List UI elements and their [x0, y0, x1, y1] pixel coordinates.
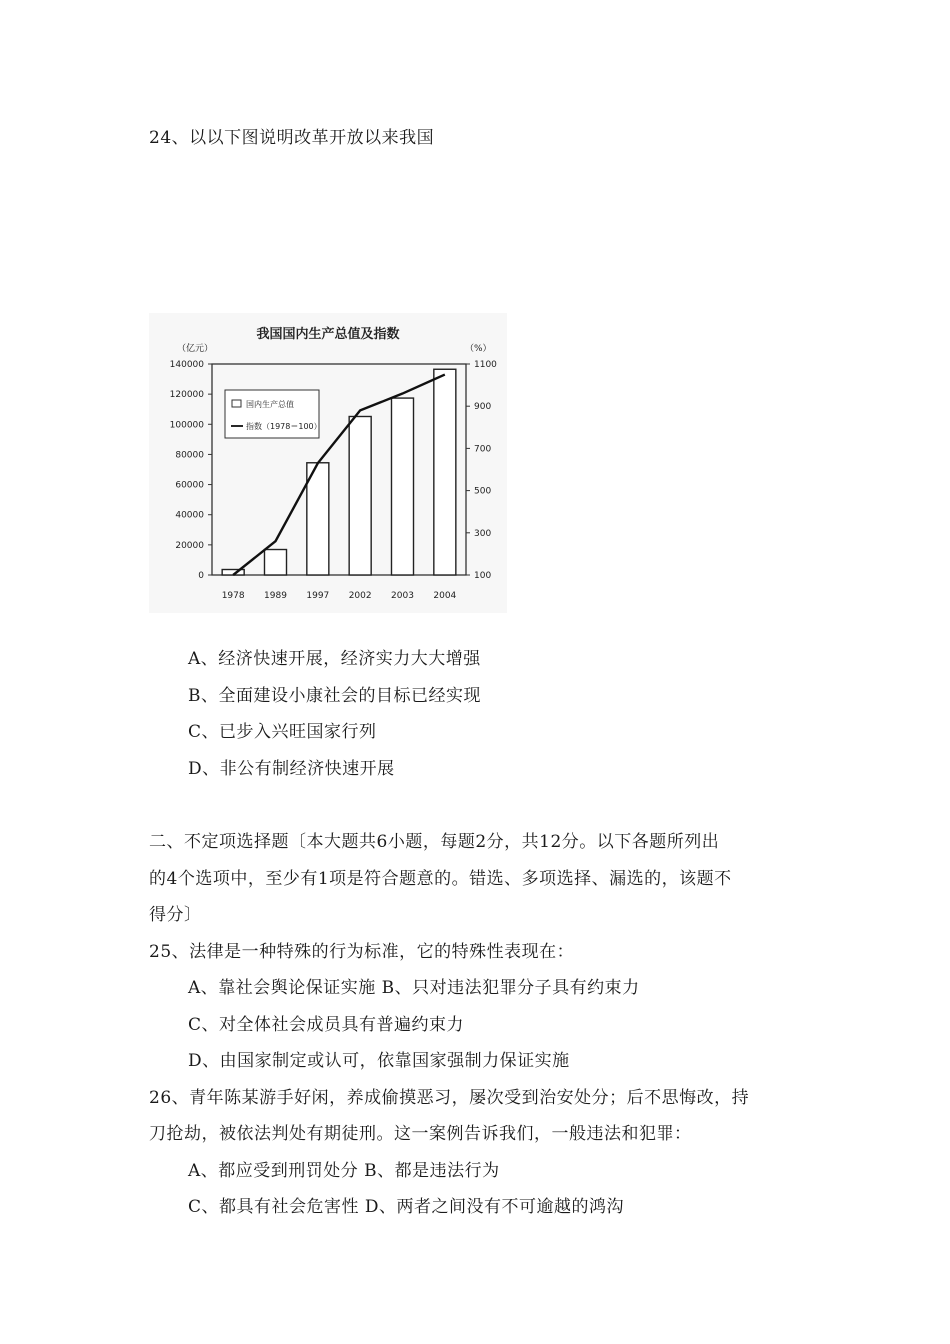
- right-tick-label: 700: [474, 444, 492, 455]
- q26-options-ab: A、都应受到刑罚处分 B、都是违法行为: [188, 1161, 500, 1181]
- gdp-bar-2002: [349, 416, 371, 575]
- gdp-chart-svg: [149, 313, 507, 613]
- section2-heading-line2: 的4个选项中，至少有1项是符合题意的。错选、多项选择、漏选的，该题不: [149, 869, 732, 889]
- q25-options-ab: A、靠社会舆论保证实施 B、只对违法犯罪分子具有约束力: [188, 978, 640, 998]
- legend-line-label: 指数（1978＝100）: [246, 422, 322, 431]
- q25-option-c: C、对全体社会成员具有普遍约束力: [188, 1015, 465, 1035]
- right-tick-label: 900: [474, 402, 492, 413]
- chart-legend: [225, 390, 322, 438]
- left-tick-label: 40000: [175, 510, 204, 521]
- gdp-bar-2004: [434, 369, 456, 575]
- legend-bar-label: 国内生产总值: [246, 400, 294, 409]
- right-tick-label: 500: [474, 486, 492, 497]
- q24-option-a: A、经济快速开展，经济实力大大增强: [188, 649, 481, 669]
- left-tick-label: 100000: [169, 420, 204, 431]
- gdp-chart: [149, 313, 507, 613]
- x-label-1978: 1978: [221, 591, 245, 601]
- left-tick-label: 140000: [169, 360, 204, 370]
- left-tick-label: 80000: [175, 450, 204, 461]
- left-tick-label: 20000: [175, 540, 204, 551]
- q26-stem-line2: 刀抢劫，被依法判处有期徒刑。这一案例告诉我们，一般违法和犯罪：: [149, 1124, 692, 1144]
- left-tick-label: 120000: [169, 390, 204, 401]
- x-label-2002: 2002: [348, 591, 372, 601]
- q24-option-b: B、全面建设小康社会的目标已经实现: [188, 686, 481, 706]
- q24-option-d: D、非公有制经济快速开展: [188, 759, 395, 779]
- q25-option-d: D、由国家制定或认可，依靠国家强制力保证实施: [188, 1051, 570, 1071]
- section2-heading-line1: 二、不定项选择题〔本大题共6小题，每题2分，共12分。以下各题所列出: [149, 832, 720, 852]
- x-label-1997: 1997: [306, 591, 330, 601]
- q26-stem-line1: 26、青年陈某游手好闲，养成偷摸恶习，屡次受到治安处分；后不思悔改，持: [149, 1088, 750, 1108]
- q26-options-cd: C、都具有社会危害性 D、两者之间没有不可逾越的鸿沟: [188, 1197, 625, 1217]
- x-label-2003: 2003: [391, 591, 414, 601]
- right-tick-label: 300: [474, 528, 492, 539]
- q25-stem: 25、法律是一种特殊的行为标准，它的特殊性表现在：: [149, 942, 575, 962]
- q24-option-c: C、已步入兴旺国家行列: [188, 722, 377, 742]
- legend-bar-swatch: [232, 400, 241, 407]
- right-axis-unit: （%）: [465, 344, 492, 354]
- x-label-1989: 1989: [264, 591, 287, 601]
- x-label-2004: 2004: [433, 591, 457, 601]
- left-tick-label: 0: [198, 571, 204, 581]
- left-axis-unit: （亿元）: [177, 344, 214, 354]
- gdp-bar-2003: [391, 398, 413, 575]
- left-tick-label: 60000: [175, 480, 204, 491]
- section2-heading-line3: 得分〕: [149, 905, 202, 925]
- right-tick-label: 100: [474, 571, 492, 581]
- q24-stem: 24、以以下图说明改革开放以来我国: [149, 128, 435, 148]
- right-tick-label: 1100: [474, 360, 497, 370]
- gdp-bar-1989: [264, 550, 286, 575]
- chart-title: 我国国内生产总值及指数: [256, 327, 400, 342]
